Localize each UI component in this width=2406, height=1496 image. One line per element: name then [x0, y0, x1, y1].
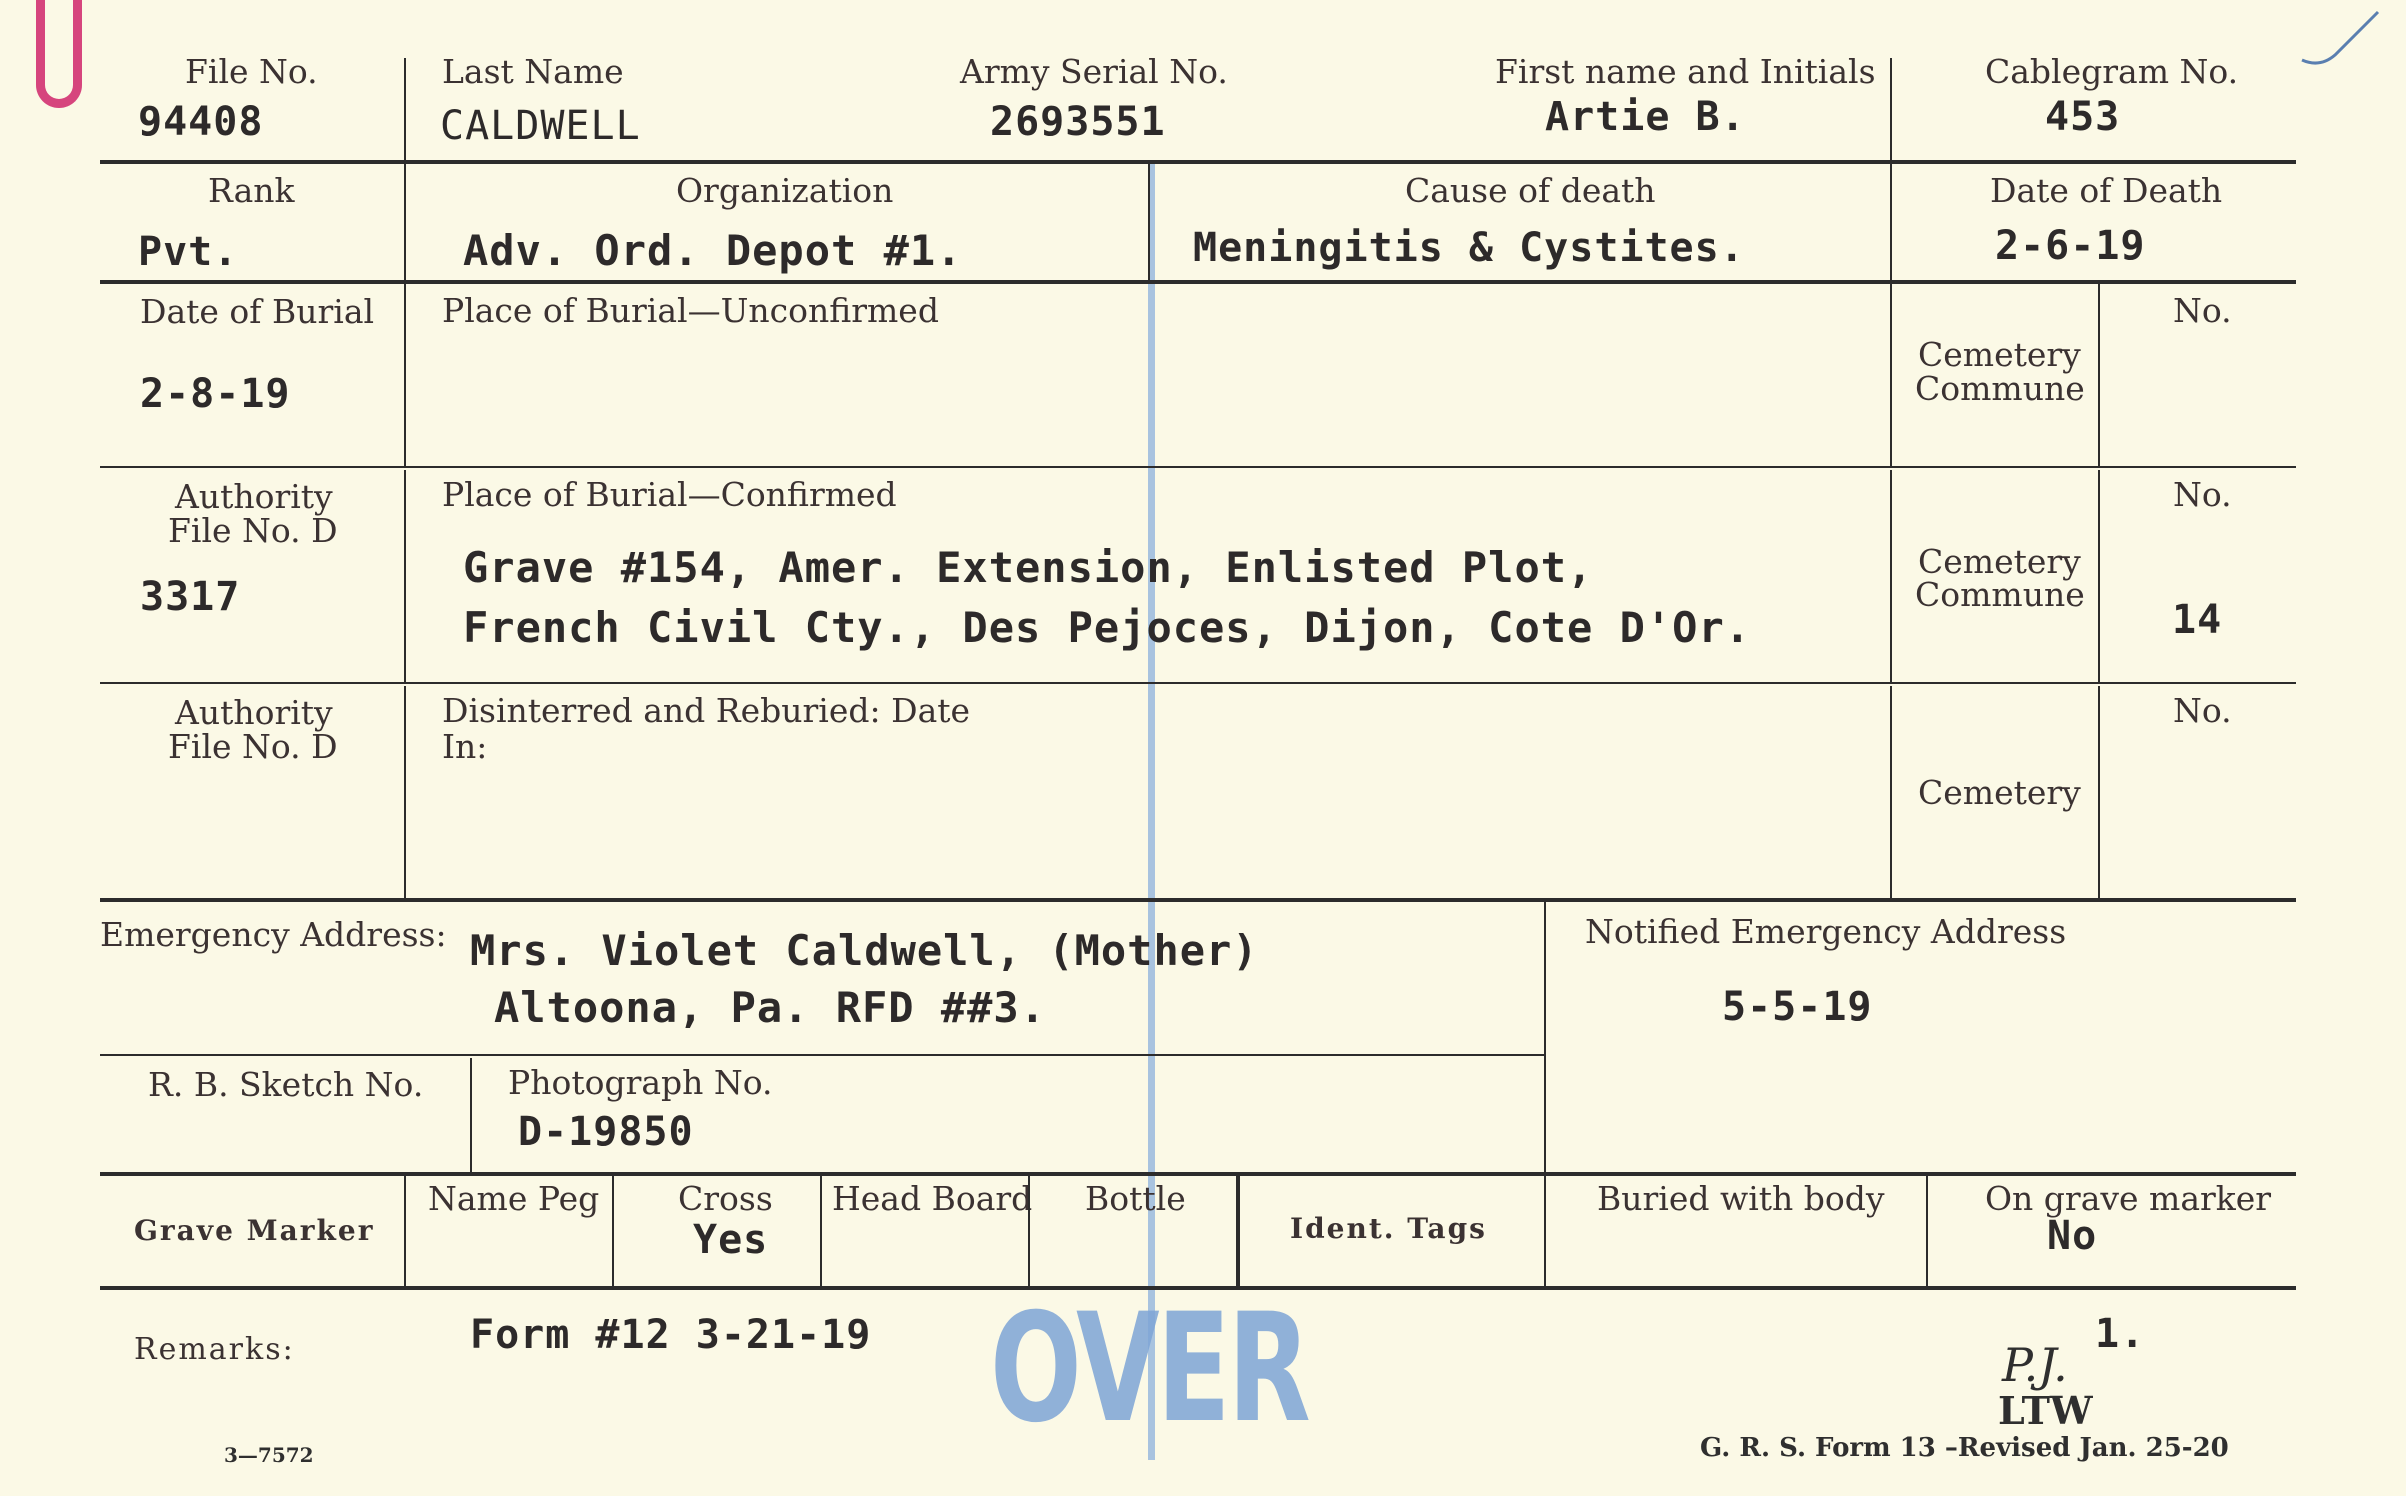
divider: [404, 58, 406, 160]
grave-marker-label: Grave Marker: [134, 1214, 375, 1247]
cablegram-no-label: Cablegram No.: [1985, 52, 2239, 91]
cemetery-label: Cemetery: [1918, 542, 2081, 581]
first-name-value: Artie B.: [1545, 94, 1746, 140]
place-confirmed-line1: Grave #154, Amer. Extension, Enlisted Plot,: [463, 543, 1594, 592]
head-board-label: Head Board: [832, 1179, 1033, 1218]
authority-label: Authority: [175, 693, 333, 732]
row-rule: [100, 466, 2296, 468]
file-no-label: File No.: [185, 52, 318, 91]
first-name-label: First name and Initials: [1495, 52, 1876, 91]
red-pencil-mark: [36, 0, 82, 108]
authority-file-value: 3317: [140, 574, 241, 620]
serial-no-label: Army Serial No.: [960, 52, 1228, 91]
rb-sketch-label: R. B. Sketch No.: [148, 1065, 424, 1104]
last-name-value: CALDWELL: [440, 103, 641, 149]
divider: [612, 1176, 614, 1286]
commune-label: Commune: [1915, 369, 2085, 408]
authority-file-label: File No. D: [168, 727, 338, 766]
divider: [1236, 1176, 1240, 1286]
divider: [1890, 470, 1892, 682]
cemetery-no-value: 14: [2172, 597, 2223, 643]
on-grave-marker-value: No: [2047, 1213, 2098, 1259]
disinterred-date-label: Disinterred and Reburied: Date: [442, 691, 971, 730]
divider: [1890, 284, 1892, 466]
name-peg-label: Name Peg: [428, 1179, 600, 1218]
cause-of-death-value: Meningitis & Cystites.: [1193, 225, 1745, 271]
authority-file-label: File No. D: [168, 511, 338, 550]
notified-emergency-label: Notified Emergency Address: [1585, 912, 2067, 951]
date-of-death-label: Date of Death: [1990, 171, 2223, 210]
cablegram-no-value: 453: [2045, 94, 2121, 140]
remarks-label: Remarks:: [134, 1332, 295, 1367]
handwritten-initials: P.J.: [2002, 1338, 2068, 1392]
form-identifier: G. R. S. Form 13 –Revised Jan. 25-20: [1700, 1433, 2229, 1463]
emergency-address-label: Emergency Address:: [100, 915, 447, 954]
no-label: No.: [2173, 291, 2232, 330]
serial-no-value: 2693551: [990, 99, 1166, 145]
no-label: No.: [2173, 691, 2232, 730]
last-name-label: Last Name: [442, 52, 624, 91]
place-unconfirmed-label: Place of Burial—Unconfirmed: [442, 291, 939, 330]
divider: [1890, 164, 1892, 280]
row-rule: [100, 682, 2296, 684]
ident-tags-label: Ident. Tags: [1290, 1212, 1487, 1245]
cause-of-death-label: Cause of death: [1405, 171, 1656, 210]
on-grave-marker-label: On grave marker: [1985, 1179, 2272, 1218]
cross-value: Yes: [693, 1217, 769, 1263]
date-of-burial-label: Date of Burial: [140, 292, 375, 331]
divider: [2098, 284, 2100, 466]
divider: [1544, 1176, 1546, 1286]
photograph-no-value: D-19850: [518, 1109, 694, 1155]
bottle-label: Bottle: [1085, 1179, 1186, 1218]
organization-label: Organization: [676, 171, 894, 210]
cross-label: Cross: [678, 1179, 773, 1218]
row-rule: [100, 1054, 1544, 1056]
divider: [404, 470, 406, 682]
print-code: 3—7572: [224, 1443, 314, 1467]
pencil-tick-mark: [2300, 10, 2380, 70]
emergency-address-line1: Mrs. Violet Caldwell, (Mother): [470, 926, 1259, 975]
row-rule: [100, 1172, 2296, 1176]
divider: [404, 1176, 406, 1286]
place-confirmed-label: Place of Burial—Confirmed: [442, 475, 897, 514]
divider: [470, 1058, 472, 1172]
remarks-value: Form #12 3-21-19: [470, 1312, 872, 1358]
no-label: No.: [2173, 475, 2232, 514]
row-rule: [100, 280, 2296, 284]
date-of-death-value: 2-6-19: [1995, 223, 2146, 269]
row-rule: [100, 898, 2296, 902]
divider: [2098, 686, 2100, 898]
divider: [1890, 686, 1892, 898]
page-number: 1.: [2095, 1311, 2146, 1357]
cemetery-label: Cemetery: [1918, 335, 2081, 374]
divider: [820, 1176, 822, 1286]
organization-value: Adv. Ord. Depot #1.: [463, 226, 963, 275]
emergency-address-line2: Altoona, Pa. RFD ##3.: [494, 983, 1047, 1032]
divider: [404, 686, 406, 898]
over-stamp: OVER: [990, 1282, 1308, 1456]
rank-value: Pvt.: [138, 229, 239, 275]
buried-with-body-label: Buried with body: [1597, 1179, 1885, 1218]
photograph-no-label: Photograph No.: [508, 1063, 773, 1102]
divider: [2098, 470, 2100, 682]
divider: [1890, 58, 1892, 160]
blue-crayon-line: [1148, 160, 1155, 1460]
divider: [1028, 1176, 1030, 1286]
commune-label: Commune: [1915, 575, 2085, 614]
initials-stamp: LTW: [1998, 1388, 2093, 1433]
authority-label: Authority: [175, 477, 333, 516]
cemetery-label: Cemetery: [1918, 773, 2081, 812]
rank-label: Rank: [208, 171, 295, 210]
date-of-burial-value: 2-8-19: [140, 371, 291, 417]
divider: [404, 284, 406, 466]
reburied-in-label: In:: [442, 727, 488, 766]
divider: [1148, 164, 1150, 280]
file-no-value: 94408: [138, 99, 264, 145]
notified-emergency-date: 5-5-19: [1722, 984, 1873, 1030]
divider: [1544, 902, 1546, 1172]
divider: [404, 164, 406, 280]
place-confirmed-line2: French Civil Cty., Des Pejoces, Dijon, Cote D'Or.: [463, 603, 1752, 652]
row-rule: [100, 160, 2296, 164]
divider: [1926, 1176, 1928, 1286]
